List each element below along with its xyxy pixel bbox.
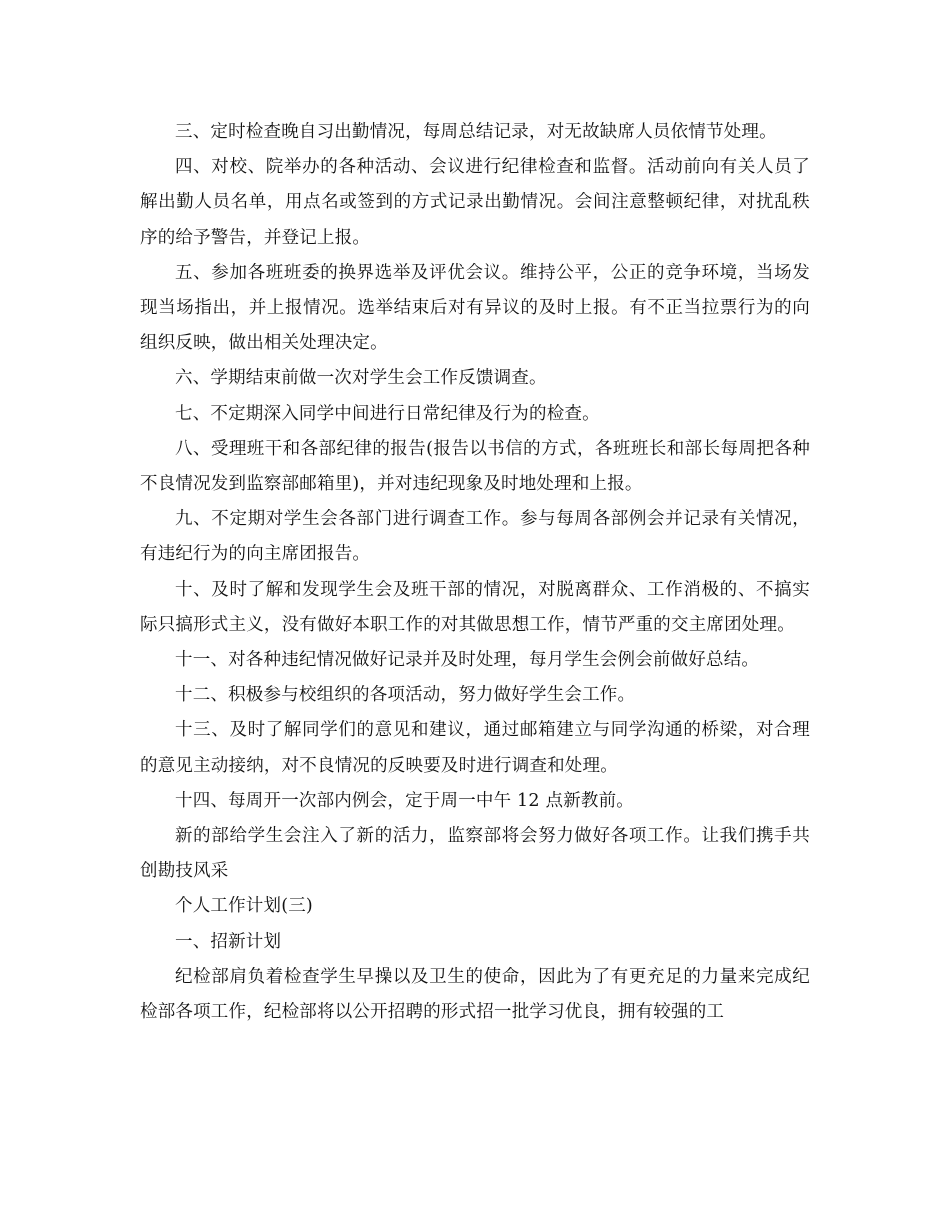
paragraph-8: 八、受理班干和各部纪律的报告(报告以书信的方式，各班班长和部长每周把各种不良情况发到监察部邮箱里)，并对违纪现象及时地处理和上报。 [140, 438, 810, 495]
paragraph-5: 五、参加各班班委的换界选举及评优会议。维持公平，公正的竞争环境，当场发现当场指出，并上报情况。选举结束后对有异议的及时上报。有不正当拉票行为的向组织反映，做出相关处理决定。 [140, 262, 810, 354]
closing-paragraph: 新的部给学生会注入了新的活力，监察部将会努力做好各项工作。让我们携手共创勘技风采 [140, 826, 810, 882]
paragraph-4: 四、对校、院举办的各种活动、会议进行纪律检查和监督。活动前向有关人员了解出勤人员名单，用点名或签到的方式记录出勤情况。会间注意整顿纪律，对扰乱秩序的给予警告，并登记上报。 [140, 157, 810, 248]
paragraph-3: 三、定时检查晚自习出勤情况，每周总结记录，对无故缺席人员依情节处理。 [175, 122, 777, 142]
paragraph-14: 十四、每周开一次部内例会，定于周一中午 12 点新教前。 [175, 790, 634, 811]
paragraph-10: 十、及时了解和发现学生会及班干部的情况，对脱离群众、工作消极的、不搞实际只搞形式主义，没有做好本职工作的对其做思想工作，情节严重的交主席团处理。 [140, 579, 810, 635]
paragraph-9: 九、不定期对学生会各部门进行调查工作。参与每周各部例会并记录有关情况，有违纪行为的向主席团报告。 [140, 509, 810, 565]
paragraph-12: 十二、积极参与校组织的各项活动，努力做好学生会工作。 [175, 685, 636, 706]
paragraph-13: 十三、及时了解同学们的意见和建议，通过邮箱建立与同学沟通的桥梁，对合理的意见主动接纳，对不良情况的反映要及时进行调查和处理。 [140, 720, 810, 776]
recruitment-paragraph: 纪检部肩负着检查学生早操以及卫生的使命，因此为了有更充足的力量来完成纪检部各项工作，纪检部将以公开招聘的形式招一批学习优良，拥有较强的工 [140, 966, 810, 1023]
paragraph-7: 七、不定期深入同学中间进行日常纪律及行为的检查。 [175, 403, 600, 424]
paragraph-11: 十一、对各种违纪情况做好记录并及时处理，每月学生会例会前做好总结。 [175, 650, 760, 671]
subsection-heading: 一、招新计划 [175, 931, 282, 952]
paragraph-6: 六、学期结束前做一次对学生会工作反馈调查。 [175, 368, 547, 389]
section-heading: 个人工作计划(三) [175, 896, 313, 917]
document-body [140, 115, 810, 1030]
